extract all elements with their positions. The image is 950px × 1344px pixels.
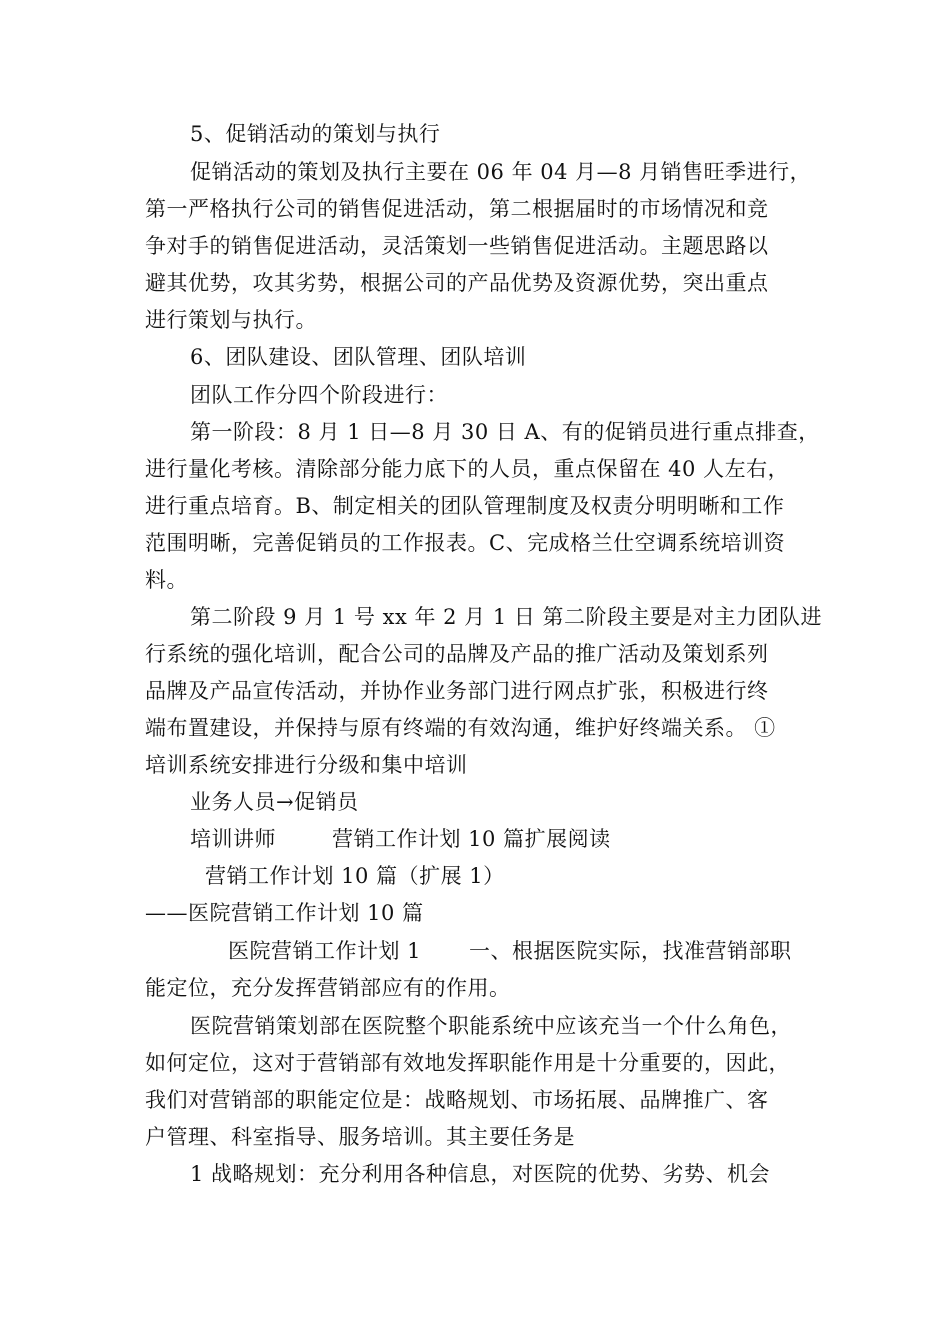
paragraph-line: 户管理、科室指导、服务培训。其主要任务是 bbox=[145, 1125, 575, 1149]
paragraph-line: 培训系统安排进行分级和集中培训 bbox=[145, 753, 468, 777]
paragraph-line: 品牌及产品宣传活动，并协作业务部门进行网点扩张，积极进行终 bbox=[145, 679, 769, 703]
paragraph-line: 如何定位，这对于营销部有效地发挥职能作用是十分重要的，因此， bbox=[145, 1051, 790, 1075]
paragraph-line: 团队工作分四个阶段进行： bbox=[190, 383, 448, 407]
section-subtitle: ——医院营销工作计划 10 篇 bbox=[145, 901, 424, 925]
paragraph-line: 业务人员→促销员 bbox=[190, 790, 359, 814]
plan-item: 一、根据医院实际，找准营销部职 bbox=[469, 939, 792, 963]
paragraph-line: 范围明晰，完善促销员的工作报表。C、完成格兰仕空调系统培训资 bbox=[145, 531, 786, 555]
paragraph-line: 第二阶段 9 月 1 号 xx 年 2 月 1 日 第二阶段主要是对主力团队进 bbox=[190, 605, 823, 629]
paragraph-line: 第一严格执行公司的销售促进活动，第二根据届时的市场情况和竞 bbox=[145, 197, 769, 221]
paragraph-line: 行系统的强化培训，配合公司的品牌及产品的推广活动及策划系列 bbox=[145, 642, 769, 666]
paragraph-line: 促销活动的策划及执行主要在 06 年 04 月—8 月销售旺季进行， bbox=[190, 160, 812, 184]
paragraph-line: 医院营销策划部在医院整个职能系统中应该充当一个什么角色， bbox=[190, 1014, 792, 1038]
paragraph-line: 进行重点培育。B、制定相关的团队管理制度及权责分明明晰和工作 bbox=[145, 494, 785, 518]
paragraph-line: 进行策划与执行。 bbox=[145, 308, 317, 332]
paragraph-line bbox=[228, 936, 898, 966]
paragraph-line bbox=[190, 824, 860, 854]
trainer-label: 培训讲师 bbox=[190, 827, 276, 851]
paragraph-line: 避其优势，攻其劣势，根据公司的产品优势及资源优势，突出重点 bbox=[145, 271, 769, 295]
paragraph-line: 端布置建设，并保持与原有终端的有效沟通，维护好终端关系。 ① bbox=[145, 716, 776, 740]
plan-title: 医院营销工作计划 1 bbox=[228, 939, 422, 963]
paragraph-line: 争对手的销售促进活动，灵活策划一些销售促进活动。主题思路以 bbox=[145, 234, 769, 258]
paragraph-line: 进行量化考核。清除部分能力底下的人员，重点保留在 40 人左右， bbox=[145, 457, 790, 481]
paragraph-line: 我们对营销部的职能定位是：战略规划、市场拓展、品牌推广、客 bbox=[145, 1088, 769, 1112]
section-title: 营销工作计划 10 篇（扩展 1） bbox=[205, 864, 505, 888]
heading-team: 6、团队建设、团队管理、团队培训 bbox=[190, 345, 527, 369]
paragraph-line: 能定位，充分发挥营销部应有的作用。 bbox=[145, 976, 511, 1000]
extended-reading-link[interactable]: 营销工作计划 10 篇扩展阅读 bbox=[332, 827, 611, 851]
heading-promotion: 5、促销活动的策划与执行 bbox=[190, 122, 441, 146]
paragraph-line: 料。 bbox=[145, 568, 188, 592]
paragraph-line: 1 战略规划：充分利用各种信息，对医院的优势、劣势、机会 bbox=[190, 1162, 771, 1186]
paragraph-line: 第一阶段：8 月 1 日—8 月 30 日 A、有的促销员进行重点排查， bbox=[190, 420, 820, 444]
